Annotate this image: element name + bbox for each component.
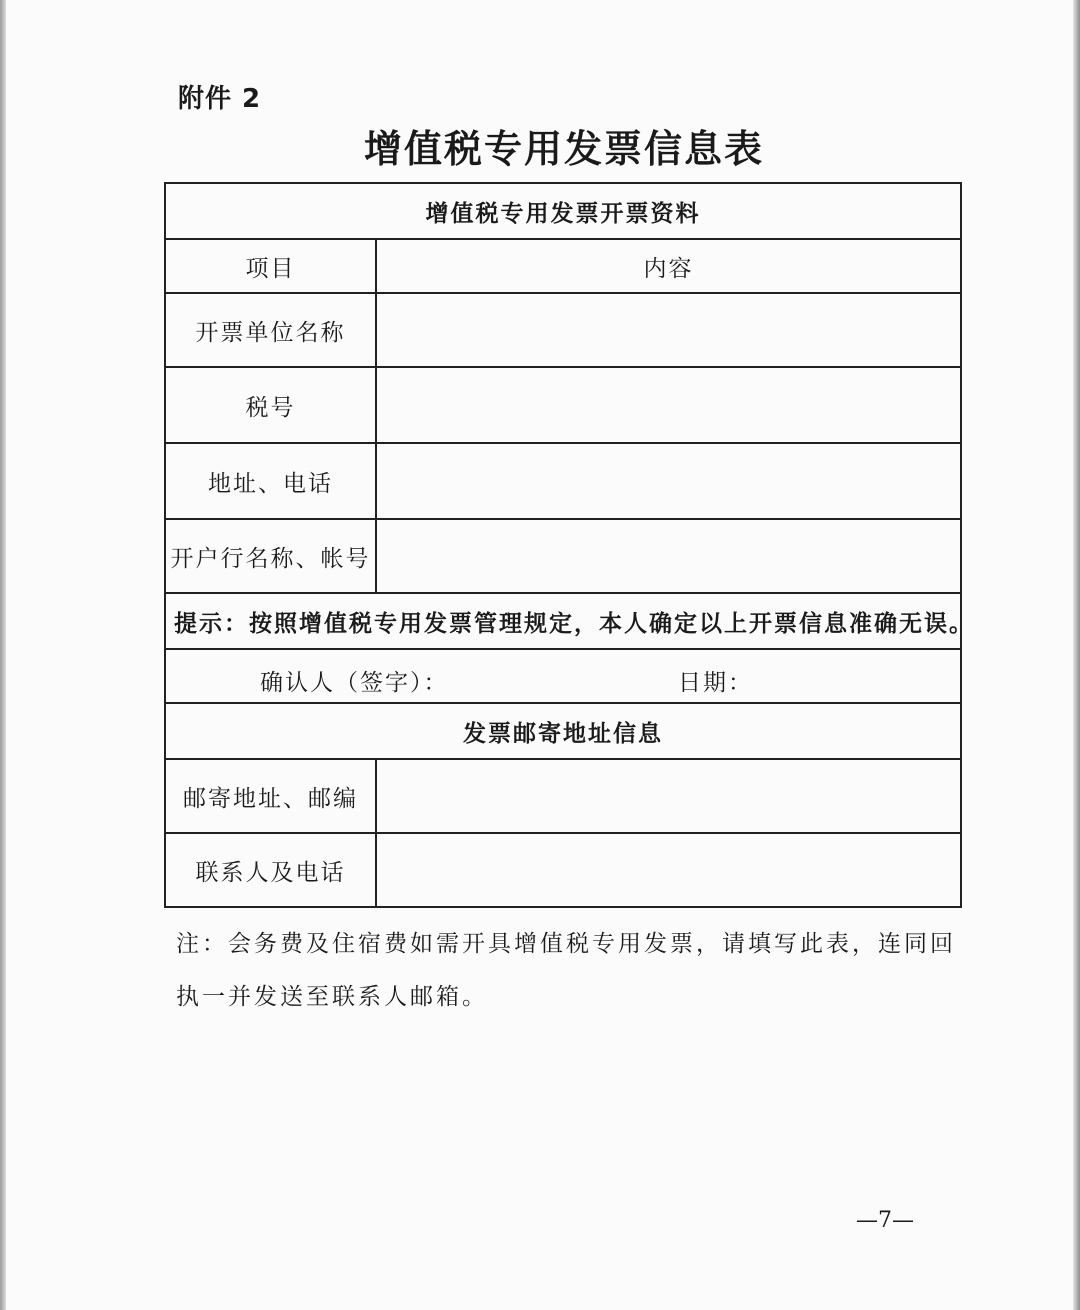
- page-number: —7—: [856, 1208, 914, 1233]
- column-header-item: 项目: [165, 239, 376, 293]
- scan-edge-left: [0, 0, 6, 1310]
- field-label-address-phone: 地址、电话: [165, 443, 376, 519]
- mail-address-field[interactable]: [376, 759, 961, 833]
- invoice-section-heading: 增值税专用发票开票资料: [165, 183, 961, 239]
- mail-section-heading: 发票邮寄地址信息: [165, 703, 961, 759]
- table-row: [165, 519, 961, 593]
- field-label-company-name: 开票单位名称: [165, 293, 376, 367]
- table-row: [165, 367, 961, 443]
- table-row: [165, 293, 961, 367]
- invoice-info-table: [164, 182, 974, 908]
- page-title: 增值税专用发票信息表: [363, 127, 764, 171]
- field-label-tax-number: 税号: [165, 367, 376, 443]
- table-row: [165, 759, 961, 833]
- field-label-contact-phone: 联系人及电话: [165, 833, 376, 907]
- column-header-content: 内容: [376, 239, 961, 293]
- contact-phone-field[interactable]: [376, 833, 961, 907]
- footnote: 注：会务费及住宿费如需开具增值税专用发票，请填写此表，连同回执一并发送至联系人邮箱。: [176, 931, 956, 1010]
- confirmation-tip: 提示：按照增值税专用发票管理规定，本人确定以上开票信息准确无误。: [165, 593, 961, 649]
- signature-row: [165, 649, 961, 703]
- field-label-bank-account: 开户行名称、帐号: [165, 519, 376, 593]
- field-label-mail-address: 邮寄地址、邮编: [165, 759, 376, 833]
- date-label: 日期：: [678, 670, 753, 696]
- table-row: [165, 443, 961, 519]
- table-row: [165, 833, 961, 907]
- tax-number-field[interactable]: [376, 367, 961, 443]
- scan-edge-right: [1073, 0, 1080, 1310]
- address-phone-field[interactable]: [376, 443, 961, 519]
- signer-label: 确认人（签字）：: [260, 670, 449, 696]
- company-name-field[interactable]: [376, 293, 961, 367]
- attachment-label: 附件 2: [178, 84, 262, 114]
- bank-account-field[interactable]: [376, 519, 961, 593]
